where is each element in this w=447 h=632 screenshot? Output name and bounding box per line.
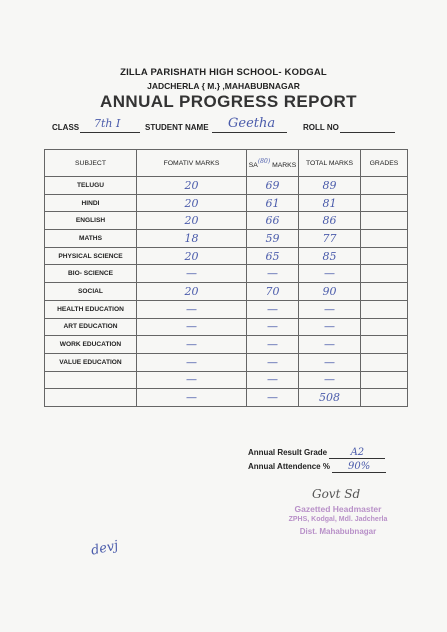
formative-cell: 18 [137,230,247,248]
grades-header: GRADES [361,150,408,177]
grade-cell [361,353,408,371]
subject-cell: ART EDUCATION [45,318,137,336]
total-cell: 89 [299,177,361,195]
formative-cell: — [137,389,247,407]
grade-cell [361,212,408,230]
sa-cell: — [247,318,299,336]
subject-cell: VALUE EDUCATION [45,353,137,371]
grade-cell [361,230,408,248]
class-label: CLASS [52,123,80,132]
table-header-row [45,150,408,177]
attendance-line [248,461,386,473]
sa-cell: — [247,389,299,407]
result-grade-label: Annual Result Grade [248,448,328,457]
grade-cell [361,318,408,336]
marks-table [44,149,408,407]
table-row [45,300,408,318]
table-row [45,371,408,389]
table-row [45,389,408,407]
subject-cell: PHYSICAL SCIENCE [45,247,137,265]
formative-cell: — [137,300,247,318]
grade-cell [361,283,408,301]
student-name-value: Geetha [228,116,276,131]
sa-marks-label: MARKS [272,161,297,169]
table-row [45,336,408,354]
total-cell: 85 [299,247,361,265]
total-header: TOTAL MARKS [299,150,361,177]
sa-cell: 70 [247,283,299,301]
table-row [45,283,408,301]
sa-max-note: (80) [257,157,271,165]
subject-header: SUBJECT [45,150,137,177]
formative-cell: 20 [137,194,247,212]
subject-cell: WORK EDUCATION [45,336,137,354]
formative-cell: 20 [137,177,247,195]
sa-cell: — [247,371,299,389]
total-cell: 86 [299,212,361,230]
grade-cell [361,300,408,318]
stamp-line-2: ZPHS, Kodgal, Mdl. Jadcherla [288,516,388,523]
sa-cell: 66 [247,212,299,230]
sa-label: SA [248,161,258,169]
total-cell: — [299,371,361,389]
total-cell: — [299,300,361,318]
table-row [45,247,408,265]
student-name-label: STUDENT NAME [145,123,209,132]
subject-cell [45,371,137,389]
grade-cell [361,177,408,195]
grade-cell [361,247,408,265]
roll-no-underline [340,132,395,133]
stamp-line-3: Dist. Mahabubnagar [299,527,377,536]
total-cell: — [299,353,361,371]
report-title: ANNUAL PROGRESS REPORT [100,92,357,111]
sa-cell: 59 [247,230,299,248]
formative-cell: — [137,265,247,283]
total-cell: 81 [299,194,361,212]
attendance-label: Annual Attendence % [248,462,330,471]
grade-cell [361,336,408,354]
total-cell: 77 [299,230,361,248]
subject-cell: HINDI [45,194,137,212]
formative-cell: 20 [137,212,247,230]
table-row [45,212,408,230]
stamp-line-1: Gazetted Headmaster [294,504,382,514]
formative-header: FOMATIV MARKS [137,150,247,177]
school-name: ZILLA PARISHATH HIGH SCHOOL- KODGAL [120,67,327,78]
sa-cell: — [247,336,299,354]
attendance-value: 90% [332,461,386,473]
class-value: 7th I [94,117,121,130]
result-grade-value: A2 [329,447,385,459]
table-row [45,353,408,371]
total-cell: — [299,265,361,283]
total-cell: — [299,336,361,354]
grade-cell [361,371,408,389]
sa-cell: — [247,300,299,318]
total-cell: 90 [299,283,361,301]
subject-cell: ENGLISH [45,212,137,230]
table-row [45,194,408,212]
headmaster-signature: Govt Sd [312,487,361,501]
grade-cell [361,389,408,407]
school-address: JADCHERLA { M.} ,MAHABUBNAGAR [147,81,300,91]
subject-cell: BIO- SCIENCE [45,265,137,283]
table-row [45,318,408,336]
result-grade-line [248,447,385,459]
formative-cell: — [137,371,247,389]
table-row [45,230,408,248]
sa-cell: 69 [247,177,299,195]
formative-cell: 20 [137,283,247,301]
sa-cell: 65 [247,247,299,265]
formative-cell: 20 [137,247,247,265]
subject-cell: MATHS [45,230,137,248]
formative-cell: — [137,318,247,336]
subject-cell: TELUGU [45,177,137,195]
sa-header [247,150,299,177]
total-cell: — [299,318,361,336]
sa-cell: — [247,265,299,283]
table-row [45,265,408,283]
student-name-underline [212,132,287,133]
grade-cell [361,194,408,212]
roll-no-label: ROLL NO [303,123,339,132]
subject-cell [45,389,137,407]
sa-cell: 61 [247,194,299,212]
formative-cell: — [137,336,247,354]
subject-cell: HEALTH EDUCATION [45,300,137,318]
subject-cell: SOCIAL [45,283,137,301]
class-underline [80,132,140,133]
formative-cell: — [137,353,247,371]
total-cell: 508 [299,389,361,407]
grade-cell [361,265,408,283]
table-row [45,177,408,195]
sa-cell: — [247,353,299,371]
handwritten-initials: devj [89,538,120,559]
